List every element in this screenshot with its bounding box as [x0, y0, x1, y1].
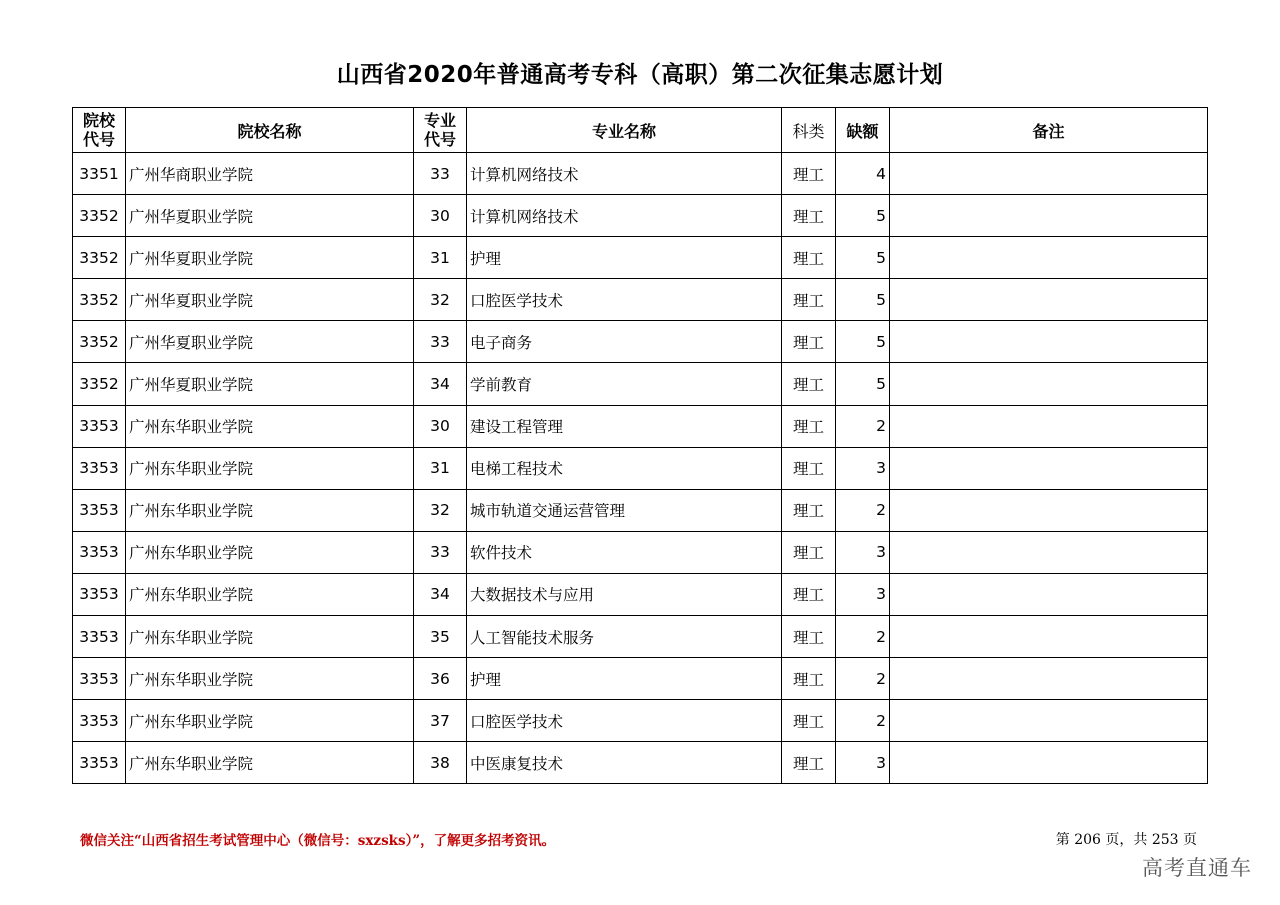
- cell-school-code: 3352: [73, 363, 126, 405]
- cell-category: 理工: [782, 195, 836, 237]
- cell-remarks: [890, 616, 1208, 658]
- cell-remarks: [890, 363, 1208, 405]
- cell-major-code: 31: [414, 237, 467, 279]
- cell-school-name: 广州东华职业学院: [126, 573, 414, 615]
- cell-school-name: 广州东华职业学院: [126, 447, 414, 489]
- cell-vacancies: 2: [836, 616, 890, 658]
- cell-major-name: 口腔医学技术: [467, 700, 782, 742]
- cell-school-code: 3352: [73, 195, 126, 237]
- cell-major-name: 人工智能技术服务: [467, 616, 782, 658]
- cell-major-name: 电子商务: [467, 321, 782, 363]
- table-row: [73, 531, 1208, 573]
- table-row: [73, 363, 1208, 405]
- cell-vacancies: 3: [836, 531, 890, 573]
- cell-category: 理工: [782, 447, 836, 489]
- cell-vacancies: 5: [836, 237, 890, 279]
- header-school-name: 院校名称: [126, 108, 414, 153]
- cell-category: 理工: [782, 742, 836, 784]
- cell-school-code: 3352: [73, 237, 126, 279]
- cell-school-name: 广州华夏职业学院: [126, 279, 414, 321]
- header-school-code: [73, 108, 126, 153]
- cell-major-code: 33: [414, 531, 467, 573]
- cell-category: 理工: [782, 237, 836, 279]
- cell-major-name: 护理: [467, 237, 782, 279]
- cell-remarks: [890, 321, 1208, 363]
- cell-vacancies: 2: [836, 700, 890, 742]
- table-row: [73, 616, 1208, 658]
- enrollment-plan-table: [72, 107, 1208, 784]
- cell-category: 理工: [782, 489, 836, 531]
- cell-school-name: 广州华夏职业学院: [126, 237, 414, 279]
- cell-major-code: 31: [414, 447, 467, 489]
- cell-vacancies: 2: [836, 405, 890, 447]
- cell-remarks: [890, 658, 1208, 700]
- table-row: [73, 279, 1208, 321]
- cell-school-name: 广州华夏职业学院: [126, 363, 414, 405]
- cell-category: 理工: [782, 153, 836, 195]
- table-row: [73, 237, 1208, 279]
- header-school-code-line1: 院校: [82, 111, 115, 130]
- table-row: [73, 447, 1208, 489]
- cell-category: 理工: [782, 279, 836, 321]
- cell-school-code: 3353: [73, 616, 126, 658]
- table-row: [73, 405, 1208, 447]
- cell-category: 理工: [782, 616, 836, 658]
- wechat-notice: 微信关注“山西省招生考试管理中心（微信号：sxzsks）”，了解更多招考资讯。: [80, 833, 556, 849]
- cell-school-name: 广州东华职业学院: [126, 531, 414, 573]
- header-vacancies: 缺额: [836, 108, 890, 153]
- cell-school-code: 3353: [73, 447, 126, 489]
- cell-major-name: 护理: [467, 658, 782, 700]
- cell-major-code: 34: [414, 573, 467, 615]
- cell-major-code: 38: [414, 742, 467, 784]
- cell-vacancies: 5: [836, 321, 890, 363]
- cell-category: 理工: [782, 405, 836, 447]
- cell-school-code: 3353: [73, 405, 126, 447]
- cell-vacancies: 3: [836, 742, 890, 784]
- table-row: [73, 153, 1208, 195]
- cell-major-name: 城市轨道交通运营管理: [467, 489, 782, 531]
- cell-remarks: [890, 531, 1208, 573]
- cell-major-code: 32: [414, 279, 467, 321]
- cell-major-name: 学前教育: [467, 363, 782, 405]
- cell-school-code: 3353: [73, 700, 126, 742]
- cell-category: 理工: [782, 321, 836, 363]
- cell-remarks: [890, 405, 1208, 447]
- cell-remarks: [890, 700, 1208, 742]
- cell-major-name: 中医康复技术: [467, 742, 782, 784]
- header-major-name: 专业名称: [467, 108, 782, 153]
- watermark-text: 高考直通车: [1142, 856, 1252, 880]
- cell-major-code: 37: [414, 700, 467, 742]
- table-row: [73, 700, 1208, 742]
- cell-school-code: 3353: [73, 658, 126, 700]
- cell-remarks: [890, 742, 1208, 784]
- cell-major-name: 计算机网络技术: [467, 195, 782, 237]
- table-row: [73, 658, 1208, 700]
- cell-major-name: 建设工程管理: [467, 405, 782, 447]
- cell-remarks: [890, 195, 1208, 237]
- cell-school-code: 3352: [73, 279, 126, 321]
- table-row: [73, 573, 1208, 615]
- page-indicator: 第 206 页，共 253 页: [1055, 832, 1197, 848]
- cell-school-name: 广州东华职业学院: [126, 489, 414, 531]
- cell-category: 理工: [782, 363, 836, 405]
- table-row: [73, 742, 1208, 784]
- header-category: 科类: [782, 108, 836, 153]
- cell-school-name: 广州华商职业学院: [126, 153, 414, 195]
- cell-vacancies: 5: [836, 195, 890, 237]
- cell-school-name: 广州东华职业学院: [126, 742, 414, 784]
- cell-major-code: 30: [414, 405, 467, 447]
- table-header-row: [73, 108, 1208, 153]
- cell-major-name: 口腔医学技术: [467, 279, 782, 321]
- cell-school-name: 广州东华职业学院: [126, 658, 414, 700]
- cell-category: 理工: [782, 531, 836, 573]
- header-major-code-line2: 代号: [423, 130, 456, 149]
- cell-remarks: [890, 489, 1208, 531]
- header-major-code: [414, 108, 467, 153]
- table-row: [73, 321, 1208, 363]
- cell-major-code: 33: [414, 153, 467, 195]
- cell-school-code: 3353: [73, 531, 126, 573]
- cell-remarks: [890, 279, 1208, 321]
- cell-vacancies: 3: [836, 573, 890, 615]
- cell-major-name: 软件技术: [467, 531, 782, 573]
- cell-category: 理工: [782, 658, 836, 700]
- cell-vacancies: 5: [836, 279, 890, 321]
- cell-major-code: 32: [414, 489, 467, 531]
- cell-school-code: 3353: [73, 489, 126, 531]
- cell-remarks: [890, 573, 1208, 615]
- cell-school-name: 广州东华职业学院: [126, 700, 414, 742]
- cell-category: 理工: [782, 700, 836, 742]
- cell-major-code: 34: [414, 363, 467, 405]
- cell-school-code: 3353: [73, 573, 126, 615]
- cell-remarks: [890, 447, 1208, 489]
- cell-school-name: 广州东华职业学院: [126, 405, 414, 447]
- cell-vacancies: 3: [836, 447, 890, 489]
- cell-remarks: [890, 153, 1208, 195]
- page-title: 山西省2020年普通高考专科（高职）第二次征集志愿计划: [336, 62, 944, 88]
- table-row: [73, 195, 1208, 237]
- cell-school-code: 3352: [73, 321, 126, 363]
- cell-vacancies: 5: [836, 363, 890, 405]
- cell-school-name: 广州华夏职业学院: [126, 321, 414, 363]
- cell-major-code: 36: [414, 658, 467, 700]
- cell-school-code: 3353: [73, 742, 126, 784]
- cell-school-code: 3351: [73, 153, 126, 195]
- cell-remarks: [890, 237, 1208, 279]
- cell-school-name: 广州东华职业学院: [126, 616, 414, 658]
- cell-vacancies: 2: [836, 658, 890, 700]
- cell-major-code: 30: [414, 195, 467, 237]
- cell-major-code: 33: [414, 321, 467, 363]
- cell-school-name: 广州华夏职业学院: [126, 195, 414, 237]
- cell-category: 理工: [782, 573, 836, 615]
- cell-major-name: 计算机网络技术: [467, 153, 782, 195]
- cell-vacancies: 4: [836, 153, 890, 195]
- cell-major-name: 大数据技术与应用: [467, 573, 782, 615]
- header-major-code-line1: 专业: [423, 111, 456, 130]
- header-remarks: 备注: [890, 108, 1208, 153]
- cell-major-name: 电梯工程技术: [467, 447, 782, 489]
- cell-major-code: 35: [414, 616, 467, 658]
- cell-vacancies: 2: [836, 489, 890, 531]
- table-row: [73, 489, 1208, 531]
- header-school-code-line2: 代号: [82, 130, 115, 149]
